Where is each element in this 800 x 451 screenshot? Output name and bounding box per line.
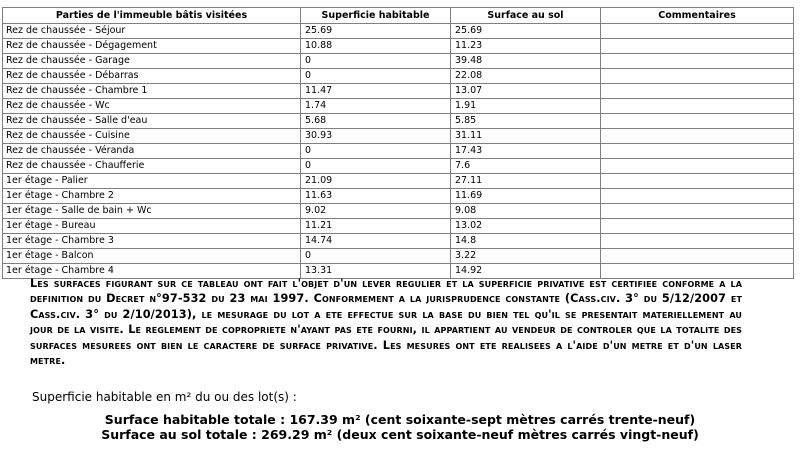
table-row: [3, 144, 794, 159]
cell-surface-au-sol: 3.22: [451, 249, 601, 264]
header-surface-au-sol: Surface au sol: [451, 8, 601, 24]
cell-superficie-habitable: 14.74: [301, 234, 451, 249]
cell-commentaire: [601, 69, 794, 84]
cell-superficie-habitable: 30.93: [301, 129, 451, 144]
cell-surface-au-sol: 11.69: [451, 189, 601, 204]
cell-surface-au-sol: 31.11: [451, 129, 601, 144]
cell-surface-au-sol: 39.48: [451, 54, 601, 69]
table-row: [3, 219, 794, 234]
table-row: [3, 234, 794, 249]
cell-commentaire: [601, 129, 794, 144]
table-row: [3, 129, 794, 144]
cell-surface-au-sol: 17.43: [451, 144, 601, 159]
cell-surface-au-sol: 5.85: [451, 114, 601, 129]
table-row: [3, 39, 794, 54]
cell-superficie-habitable: 0: [301, 159, 451, 174]
cell-commentaire: [601, 114, 794, 129]
cell-partie: 1er étage - Balcon: [3, 249, 301, 264]
cell-commentaire: [601, 39, 794, 54]
cell-superficie-habitable: 10.88: [301, 39, 451, 54]
cell-partie: Rez de chaussée - Chaufferie: [3, 159, 301, 174]
cell-superficie-habitable: 0: [301, 54, 451, 69]
lots-label: Superficie habitable en m² du ou des lot(s) :: [32, 390, 297, 404]
cell-surface-au-sol: 11.23: [451, 39, 601, 54]
cell-commentaire: [601, 54, 794, 69]
cell-superficie-habitable: 5.68: [301, 114, 451, 129]
cell-surface-au-sol: 22.08: [451, 69, 601, 84]
table-row: [3, 189, 794, 204]
cell-commentaire: [601, 99, 794, 114]
cell-partie: Rez de chaussée - Séjour: [3, 24, 301, 39]
table-row: [3, 69, 794, 84]
cell-superficie-habitable: 11.63: [301, 189, 451, 204]
surface-table: [2, 7, 794, 279]
cell-surface-au-sol: 14.8: [451, 234, 601, 249]
certification-note: Les surfaces figurant sur ce tableau ont fait l'objet d'un lever regulier et la superficie privative est certifiee conforme a la definition du Decret n°97-532 du 23 mai 1997. Conformement a la jurisprudence constante (Cass.civ. 3° du 5/12/2007 et Cass.civ. 3° du 2/10/2013), le mesurage du lot a ete effectue sur la base du bien tel qu'il se presentait materiellement au jour de la visite. Le reglement de copropriete n'ayant pas ete fourni, il appartient au vendeur de controler que la totalite des surfaces mesurees ont bien le caractere de surface privative. Les mesures ont ete realisees a l'aide d'un metre et d'un laser metre.: [30, 277, 742, 368]
cell-surface-au-sol: 25.69: [451, 24, 601, 39]
table-row: [3, 24, 794, 39]
cell-commentaire: [601, 249, 794, 264]
header-commentaires: Commentaires: [601, 8, 794, 24]
header-parties: Parties de l'immeuble bâtis visitées: [3, 8, 301, 24]
cell-surface-au-sol: 27.11: [451, 174, 601, 189]
cell-commentaire: [601, 24, 794, 39]
cell-superficie-habitable: 21.09: [301, 174, 451, 189]
table-row: [3, 174, 794, 189]
cell-partie: Rez de chaussée - Garage: [3, 54, 301, 69]
table-row: [3, 204, 794, 219]
cell-commentaire: [601, 144, 794, 159]
table-header-row: [3, 8, 794, 24]
cell-partie: Rez de chaussée - Chambre 1: [3, 84, 301, 99]
cell-commentaire: [601, 174, 794, 189]
cell-superficie-habitable: 0: [301, 144, 451, 159]
cell-commentaire: [601, 84, 794, 99]
cell-superficie-habitable: 9.02: [301, 204, 451, 219]
cell-superficie-habitable: 13.31: [301, 264, 451, 279]
cell-superficie-habitable: 0: [301, 249, 451, 264]
table-row: [3, 249, 794, 264]
cell-partie: Rez de chaussée - Cuisine: [3, 129, 301, 144]
total-habitable: Surface habitable totale : 167.39 m² (cent soixante-sept mètres carrés trente-neuf): [104, 412, 696, 427]
cell-partie: 1er étage - Chambre 3: [3, 234, 301, 249]
cell-partie: Rez de chaussée - Wc: [3, 99, 301, 114]
cell-commentaire: [601, 159, 794, 174]
table-row: [3, 84, 794, 99]
cell-superficie-habitable: 25.69: [301, 24, 451, 39]
cell-partie: Rez de chaussée - Véranda: [3, 144, 301, 159]
header-superficie-habitable: Superficie habitable: [301, 8, 451, 24]
cell-partie: 1er étage - Salle de bain + Wc: [3, 204, 301, 219]
cell-partie: 1er étage - Chambre 2: [3, 189, 301, 204]
cell-partie: 1er étage - Chambre 4: [3, 264, 301, 279]
cell-surface-au-sol: 13.02: [451, 219, 601, 234]
table-row: [3, 159, 794, 174]
cell-superficie-habitable: 1.74: [301, 99, 451, 114]
cell-surface-au-sol: 9.08: [451, 204, 601, 219]
cell-surface-au-sol: 1.91: [451, 99, 601, 114]
cell-surface-au-sol: 7.6: [451, 159, 601, 174]
cell-commentaire: [601, 219, 794, 234]
total-surface-sol: Surface au sol totale : 269.29 m² (deux cent soixante-neuf mètres carrés vingt-neuf): [101, 427, 699, 442]
cell-partie: 1er étage - Bureau: [3, 219, 301, 234]
cell-commentaire: [601, 189, 794, 204]
cell-commentaire: [601, 234, 794, 249]
table-row: [3, 54, 794, 69]
cell-partie: Rez de chaussée - Dégagement: [3, 39, 301, 54]
cell-superficie-habitable: 0: [301, 69, 451, 84]
cell-surface-au-sol: 13.07: [451, 84, 601, 99]
table-row: [3, 114, 794, 129]
cell-superficie-habitable: 11.47: [301, 84, 451, 99]
cell-partie: Rez de chaussée - Salle d'eau: [3, 114, 301, 129]
cell-partie: 1er étage - Palier: [3, 174, 301, 189]
cell-superficie-habitable: 11.21: [301, 219, 451, 234]
cell-partie: Rez de chaussée - Débarras: [3, 69, 301, 84]
table-row: [3, 99, 794, 114]
cell-surface-au-sol: 14.92: [451, 264, 601, 279]
cell-commentaire: [601, 204, 794, 219]
